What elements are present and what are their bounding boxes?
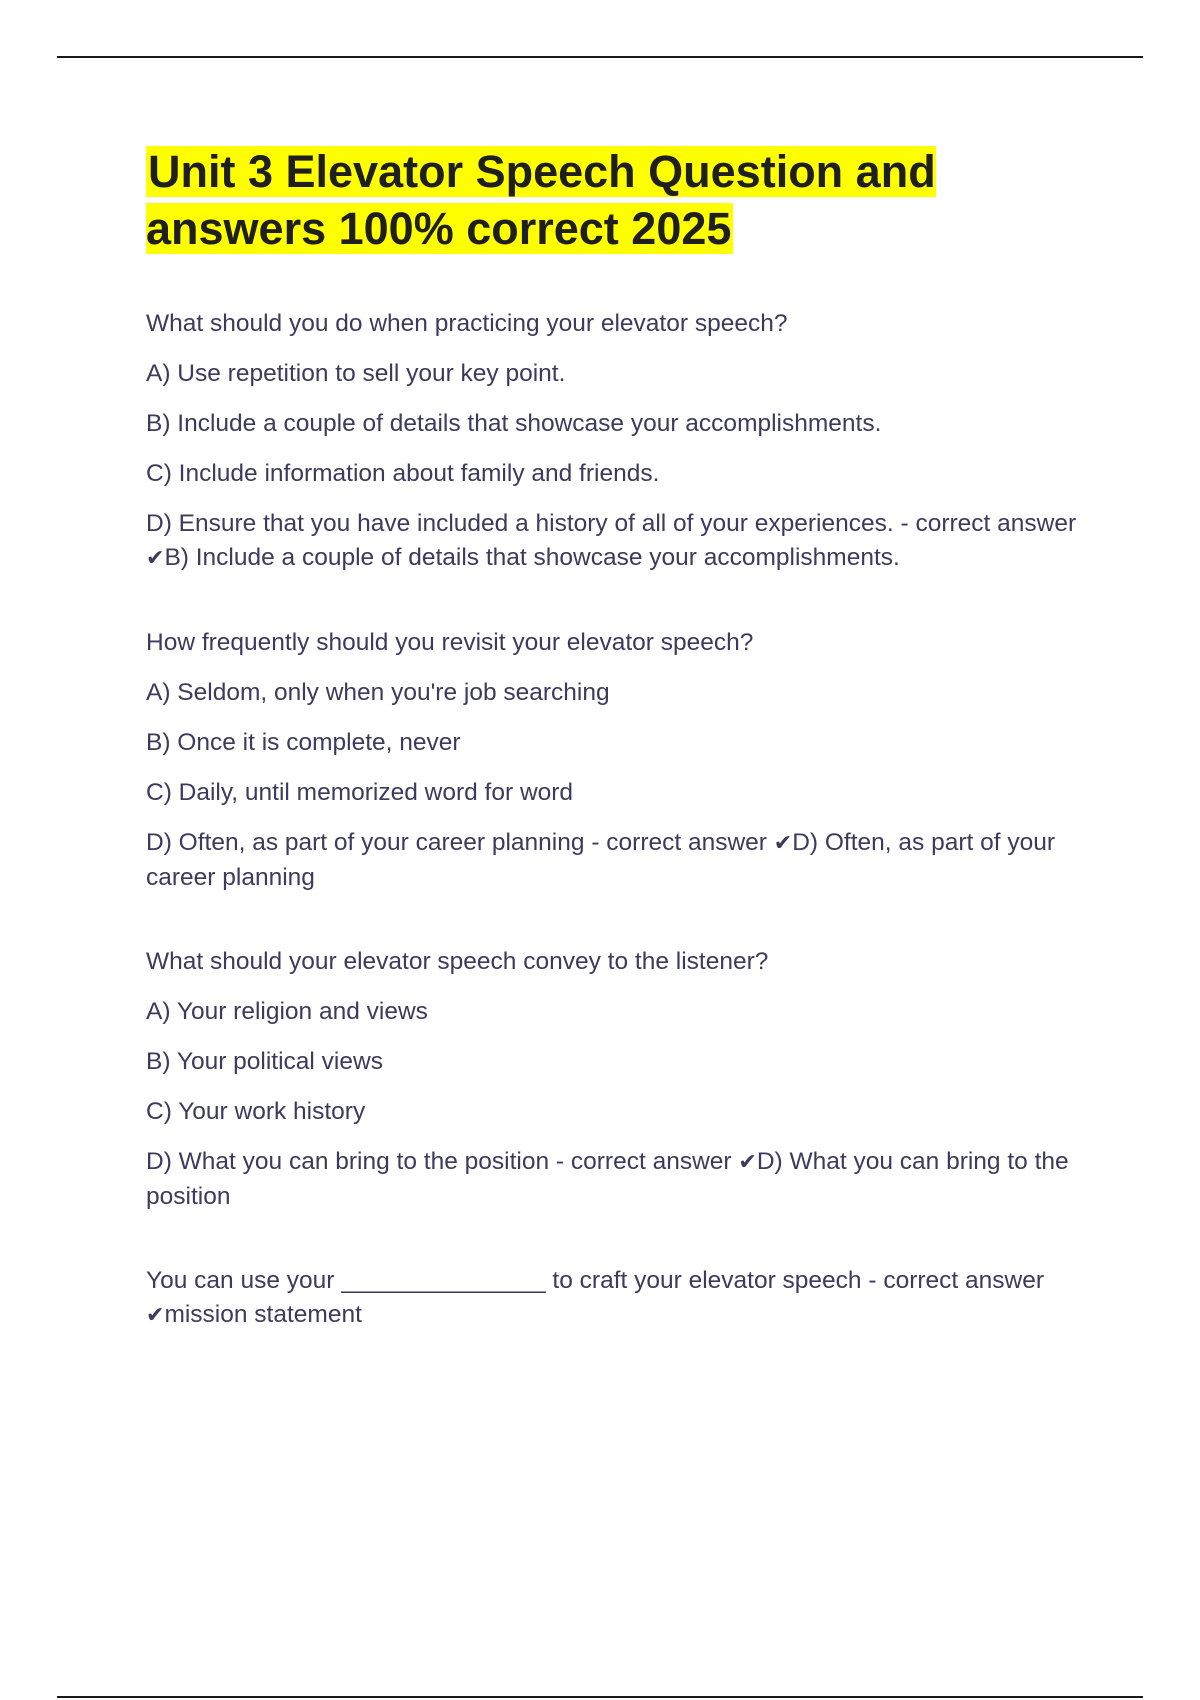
correct-answer-text: B) Include a couple of details that showcase your accomplishments.	[164, 544, 900, 571]
correct-answer-label: - correct answer	[555, 1148, 732, 1175]
question-block-1	[146, 307, 1106, 576]
option-b: B) Once it is complete, never	[146, 729, 461, 756]
option-d: D) Ensure that you have included a history of all of your experiences.	[146, 510, 894, 537]
option-a: A) Your religion and views	[146, 998, 428, 1025]
option-a: A) Seldom, only when you're job searching	[146, 679, 610, 706]
option-b: B) Include a couple of details that showcase your accomplishments.	[146, 410, 882, 437]
option-d: D) Often, as part of your career planning	[146, 829, 585, 856]
checkmark-icon: ✔	[738, 1150, 757, 1175]
correct-answer-label: - correct answer	[868, 1267, 1045, 1294]
question-text: What should your elevator speech convey to the listener?	[146, 948, 769, 975]
option-a: A) Use repetition to sell your key point.	[146, 360, 566, 387]
option-d-with-answer	[146, 507, 1106, 576]
top-rule	[57, 56, 1143, 58]
question-block-4	[146, 1264, 1106, 1333]
question-block-2	[146, 626, 1106, 895]
question-text: You can use your _______________ to craft your elevator speech	[146, 1267, 862, 1294]
checkmark-icon: ✔	[773, 831, 793, 856]
correct-answer-label: - correct answer	[900, 510, 1077, 537]
correct-answer-text: D) Often, as part of your career planning	[146, 829, 1056, 891]
title-highlight: Unit 3 Elevator Speech Question and answers 100% correct 2025	[146, 146, 936, 254]
document-content	[146, 143, 1106, 1383]
correct-answer-label: - correct answer	[591, 829, 767, 856]
checkmark-icon: ✔	[146, 1303, 165, 1328]
bottom-rule	[57, 1696, 1143, 1698]
question-text: How frequently should you revisit your elevator speech?	[146, 629, 754, 656]
question-text: What should you do when practicing your elevator speech?	[146, 310, 788, 337]
fill-in-question-with-answer	[146, 1264, 1106, 1333]
document-title	[146, 143, 1106, 257]
option-c: C) Daily, until memorized word for word	[146, 779, 574, 806]
option-c: C) Your work history	[146, 1098, 366, 1125]
correct-answer-text: mission statement	[164, 1301, 362, 1328]
option-d-with-answer	[146, 1145, 1106, 1214]
option-c: C) Include information about family and friends.	[146, 460, 660, 487]
option-d-with-answer	[146, 826, 1106, 895]
question-block-3	[146, 945, 1106, 1214]
option-d: D) What you can bring to the position	[146, 1148, 550, 1175]
option-b: B) Your political views	[146, 1048, 383, 1075]
correct-answer-text: D) What you can bring to the position	[146, 1148, 1069, 1210]
checkmark-icon: ✔	[146, 546, 165, 571]
